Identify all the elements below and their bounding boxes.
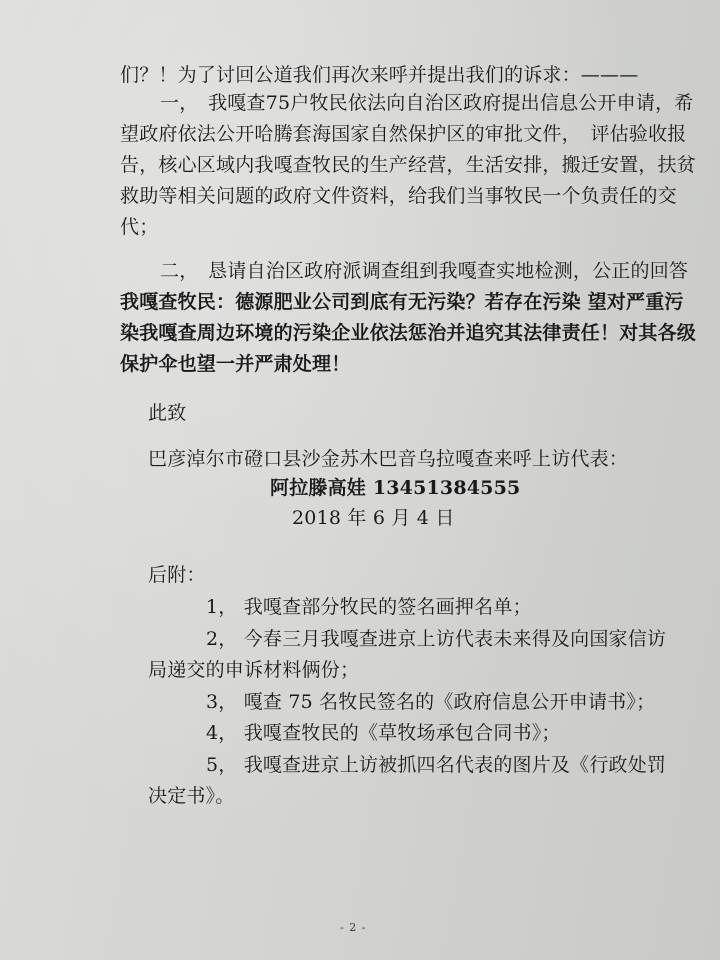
sender-name: 阿拉滕高娃 13451384555 (270, 477, 521, 499)
attachment-5-cont: 决定书》。 (148, 785, 235, 807)
page-number: - 2 - (340, 921, 367, 934)
attachment-1: 1， 我嘎查部分牧民的签名画押名单； (206, 596, 532, 618)
demand2-line-1: 二， 恳请自治区政府派调查组到我嘎查实地检测，公正的回答 (160, 260, 689, 282)
attachment-4: 4， 我嘎查牧民的《草牧场承包合同书》； (206, 722, 561, 744)
sender-org: 巴彦淖尔市磴口县沙金苏木巴音乌拉嘎查来呼上访代表： (148, 448, 629, 470)
demand1-line-4: 救助等相关问题的政府文件资料，给我们当事牧民一个负责任的交 (120, 185, 677, 207)
demand1-line-5: 代； (120, 216, 159, 238)
demand2-line-3: 染我嘎查周边环境的污染企业依法惩治并追究其法律责任！对其各级 (120, 322, 697, 344)
attachment-2-cont: 局递交的申诉材料俩份； (148, 659, 360, 681)
demand1-line-2: 望政府依法公开哈腾套海国家自然保护区的审批文件， 评估验收报 (120, 123, 687, 145)
demand2-line-2: 我嘎查牧民：德源肥业公司到底有无污染？若存在污染 望对严重污 (120, 291, 684, 313)
intro-line: 们？！为了讨回公道我们再次来呼并提出我们的诉求：——— (120, 64, 639, 86)
attachment-5: 5， 我嘎查进京上访被抓四名代表的图片及《行政处罚 (206, 754, 667, 776)
demand1-line-3: 告，核心区域内我嘎查牧民的生产经营，生活安排，搬迁安置，扶贫 (120, 154, 697, 176)
salutation: 此致 (148, 402, 187, 424)
demand2-line-4: 保护伞也望一并严肃处理！ (120, 353, 351, 375)
document-date: 2018 年 6 月 4 日 (292, 507, 455, 529)
demand1-line-1: 一， 我嘎查75户牧民依法向自治区政府提出信息公开申请，希 (160, 92, 694, 114)
attachment-3: 3， 嘎查 75 名牧民签名的《政府信息公开申请书》； (206, 691, 656, 713)
attachments-title: 后附： (148, 564, 206, 586)
attachment-2: 2， 今春三月我嘎查进京上访代表未来得及向国家信访 (206, 628, 667, 650)
